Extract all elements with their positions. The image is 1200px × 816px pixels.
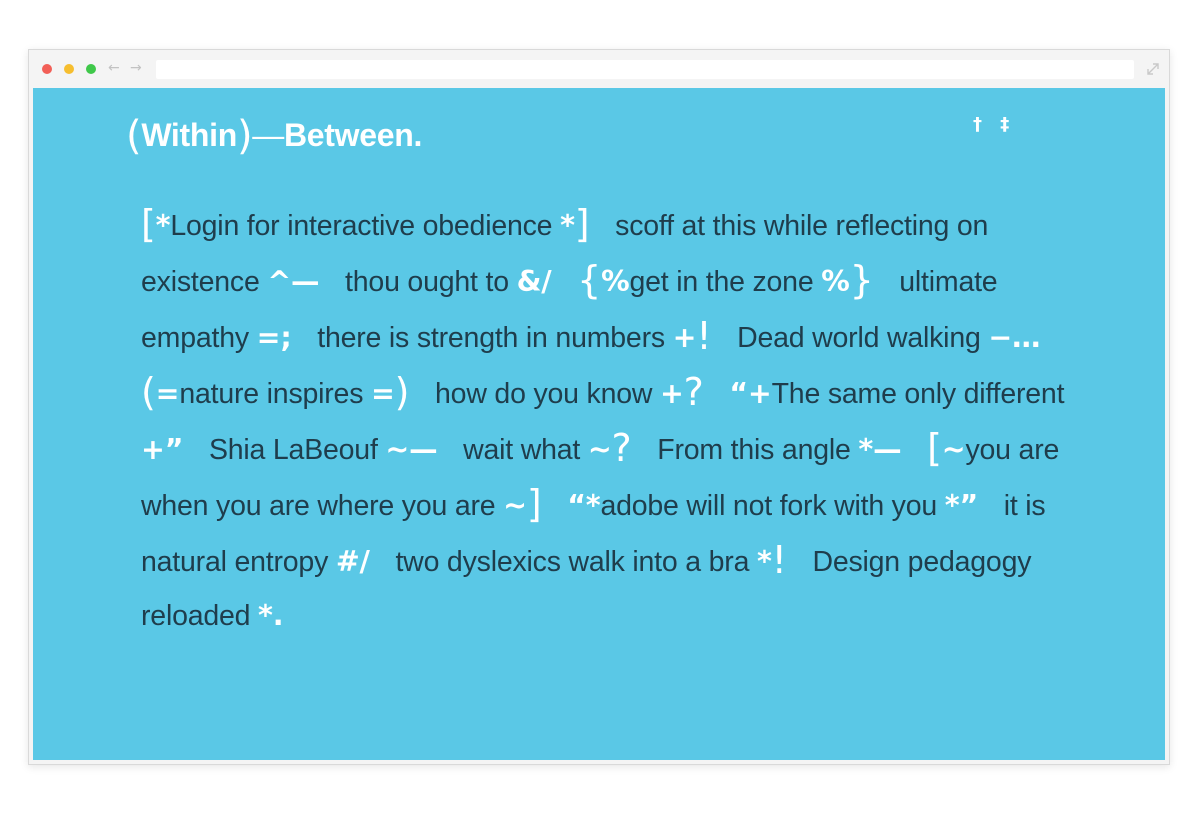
fragment-close-glyph: ~— bbox=[385, 433, 438, 466]
fragment-text: The same only different bbox=[771, 378, 1065, 410]
fragment-open-glyph: (= bbox=[141, 370, 180, 414]
poem-fragment[interactable] bbox=[141, 202, 590, 246]
title-close-paren: ) bbox=[236, 113, 253, 159]
poem-fragment[interactable] bbox=[345, 266, 551, 298]
fragment-text: you are when you are where you are bbox=[141, 434, 1060, 522]
close-window-button[interactable] bbox=[42, 64, 52, 74]
poem-fragment[interactable] bbox=[577, 258, 874, 302]
poem-fragment[interactable] bbox=[657, 434, 901, 466]
poem-fragment[interactable] bbox=[141, 370, 410, 414]
poem-text bbox=[141, 197, 1066, 643]
title-within: Within bbox=[141, 117, 237, 153]
fragment-text: Login for interactive obedience bbox=[170, 210, 553, 242]
address-bar[interactable] bbox=[156, 60, 1134, 79]
title-between: Between. bbox=[283, 117, 423, 153]
fragment-text: From this angle bbox=[657, 434, 851, 466]
fragment-close-glyph: ~? bbox=[587, 426, 632, 470]
fragment-open-glyph: “+ bbox=[729, 377, 772, 410]
fragment-open-glyph: {% bbox=[577, 258, 630, 302]
fragment-close-glyph: =; bbox=[256, 321, 292, 354]
fragment-close-glyph: *” bbox=[944, 489, 979, 522]
double-dagger-mark[interactable]: ‡ bbox=[1000, 114, 1010, 135]
fragment-close-glyph: *. bbox=[258, 599, 284, 632]
browser-window bbox=[28, 49, 1170, 765]
fragment-text: there is strength in numbers bbox=[317, 322, 665, 354]
poem-fragment[interactable] bbox=[317, 314, 712, 358]
fragment-text: how do you know bbox=[435, 378, 653, 410]
fragment-close-glyph: =) bbox=[370, 370, 410, 414]
fragment-close-glyph: *] bbox=[560, 202, 590, 246]
poem-fragment[interactable] bbox=[567, 490, 978, 522]
poem-fragment[interactable] bbox=[395, 538, 787, 582]
fragment-close-glyph: %} bbox=[821, 258, 874, 302]
fragment-text: Shia LaBeouf bbox=[208, 434, 378, 466]
fragment-open-glyph: [* bbox=[141, 202, 171, 246]
fragment-close-glyph: −… bbox=[988, 321, 1041, 354]
fragment-close-glyph: #/ bbox=[335, 545, 370, 578]
fragment-open-glyph: [~ bbox=[927, 426, 966, 470]
arrow-right-icon[interactable]: → bbox=[130, 60, 142, 76]
fragment-text: two dyslexics walk into a bra bbox=[395, 546, 750, 578]
fragment-close-glyph: ~] bbox=[503, 482, 542, 526]
fragment-close-glyph: +? bbox=[659, 370, 704, 414]
title-dash: — bbox=[252, 117, 284, 153]
fragment-text: scoff at this while reflecting on existence bbox=[141, 210, 989, 298]
arrow-left-icon[interactable]: ← bbox=[108, 60, 120, 76]
maximize-window-button[interactable] bbox=[86, 64, 96, 74]
poem-fragment[interactable] bbox=[737, 322, 1040, 354]
fragment-text: ultimate empathy bbox=[141, 266, 998, 354]
fragment-close-glyph: ^— bbox=[267, 265, 320, 298]
fragment-text: Dead world walking bbox=[737, 322, 981, 354]
poem-fragment[interactable] bbox=[435, 370, 704, 414]
browser-toolbar bbox=[29, 50, 1169, 88]
fragment-open-glyph: “* bbox=[567, 489, 601, 522]
expand-icon[interactable] bbox=[1144, 60, 1162, 78]
minimize-window-button[interactable] bbox=[64, 64, 74, 74]
poem-fragment[interactable] bbox=[209, 434, 437, 466]
fragment-text: get in the zone bbox=[629, 266, 814, 298]
fragment-text: thou ought to bbox=[345, 266, 509, 298]
fragment-text: adobe will not fork with you bbox=[600, 490, 938, 522]
title-open-paren: ( bbox=[126, 113, 142, 159]
fragment-text: it is natural entropy bbox=[141, 490, 1046, 578]
fragment-text: Design pedagogy reloaded bbox=[141, 546, 1032, 632]
fragment-close-glyph: *! bbox=[756, 538, 787, 582]
fragment-close-glyph: *— bbox=[858, 433, 902, 466]
header-marks bbox=[973, 114, 1021, 135]
poem-fragment[interactable] bbox=[463, 426, 632, 470]
dagger-mark[interactable]: † bbox=[973, 114, 982, 135]
page-viewport bbox=[33, 88, 1165, 760]
site-title[interactable] bbox=[126, 113, 422, 159]
fragment-close-glyph: +” bbox=[141, 433, 184, 466]
fragment-text: nature inspires bbox=[179, 378, 364, 410]
fragment-close-glyph: &/ bbox=[516, 265, 552, 298]
fragment-text: wait what bbox=[463, 434, 581, 466]
fragment-close-glyph: +! bbox=[672, 314, 712, 358]
